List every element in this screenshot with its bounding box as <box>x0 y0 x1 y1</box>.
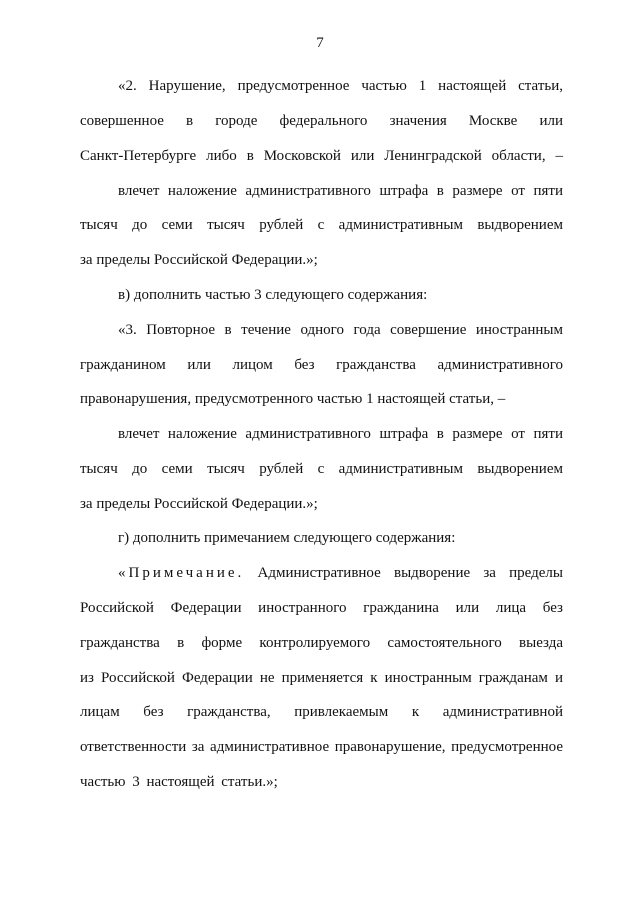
note-first-line-text: Административное выдворение за пределы <box>257 565 563 581</box>
paragraph-line: совершенное в городе федерального значения Москве или <box>80 113 563 129</box>
paragraph-line: влечет наложение административного штрафа в размере от пяти <box>118 426 563 442</box>
paragraph-line: влечет наложение административного штрафа в размере от пяти <box>118 183 563 199</box>
note-heading: «Примечание. <box>118 565 245 581</box>
paragraph-line: гражданином или лицом без гражданства административного <box>80 357 563 373</box>
paragraph-line: из Российской Федерации не применяется к иностранным гражданам и <box>80 670 563 686</box>
paragraph-line: тысяч до семи тысяч рублей с административным выдворением <box>80 461 563 477</box>
paragraph-line: «3. Повторное в течение одного года совершение иностранным <box>118 322 563 338</box>
paragraph-line: г) дополнить примечанием следующего содержания: <box>118 530 456 546</box>
paragraph-line: Российской Федерации иностранного гражданина или лица без <box>80 600 563 616</box>
paragraph-line: ответственности за административное правонарушение, предусмотренное <box>80 739 563 755</box>
paragraph-line: лицам без гражданства, привлекаемым к административной <box>80 704 563 720</box>
paragraph-line: за пределы Российской Федерации.»; <box>80 496 318 512</box>
paragraph-line: гражданства в форме контролируемого самостоятельного выезда <box>80 635 563 651</box>
paragraph-line: правонарушения, предусмотренного частью 1 настоящей статьи, – <box>80 391 506 407</box>
paragraph-line: в) дополнить частью 3 следующего содержания: <box>118 287 428 303</box>
paragraph-line: тысяч до семи тысяч рублей с административным выдворением <box>80 217 563 233</box>
note-first-line <box>118 563 563 583</box>
paragraph-line: частью 3 настоящей статьи.»; <box>80 774 278 790</box>
paragraph-line: за пределы Российской Федерации.»; <box>80 252 318 268</box>
paragraph-line: Санкт-Петербурге либо в Московской или Ленинградской области, – <box>80 148 563 164</box>
paragraph-line: «2. Нарушение, предусмотренное частью 1 настоящей статьи, <box>118 78 563 94</box>
page-number: 7 <box>316 35 324 51</box>
